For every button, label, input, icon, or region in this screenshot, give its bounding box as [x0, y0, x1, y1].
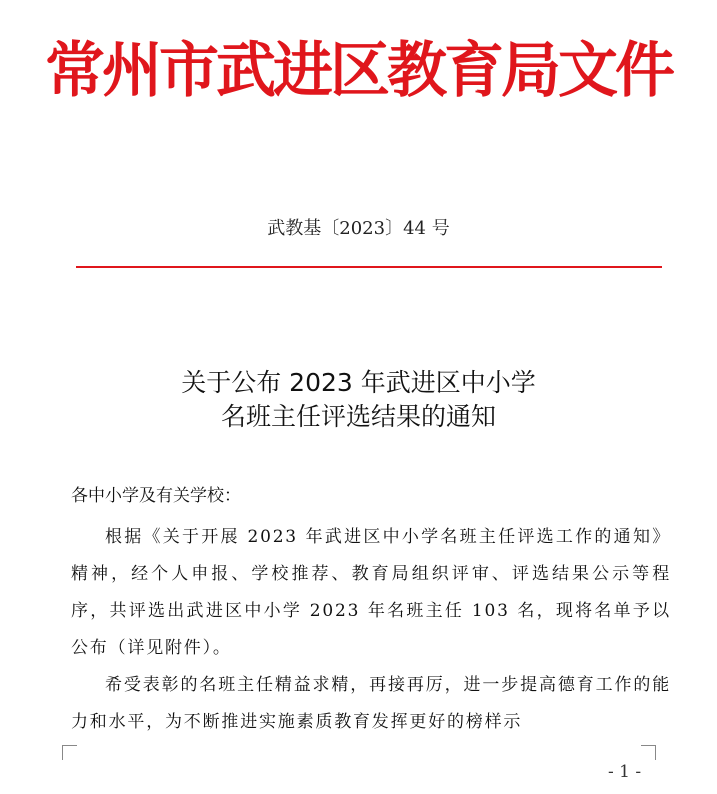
document-number: 武教基〔2023〕44 号 [267, 218, 450, 239]
salutation: 各中小学及有关学校： [71, 486, 241, 506]
notice-title-line-1: 关于公布 2023 年武进区中小学 [181, 368, 536, 397]
red-separator-rule [76, 266, 662, 268]
document-masthead: 常州市武进区教育局文件 [45, 36, 672, 106]
crop-mark-right [641, 745, 656, 760]
crop-mark-left [62, 745, 77, 760]
body-paragraph-1: 根据《关于开展 2023 年武进区中小学名班主任评选工作的通知》精神，经个人申报、学校推荐、教育局组织评审、评选结果公示等程序，共评选出武进区中小学 2023 年名班主任 103 名，现将名单予以公布（详见附件）。 [71, 527, 671, 658]
page-number: - 1 - [608, 762, 642, 782]
body-paragraph-2: 希受表彰的名班主任精益求精，再接再厉，进一步提高德育工作的能力和水平，为不断推进实施素质教育发挥更好的榜样示 [71, 675, 671, 732]
body-text [71, 519, 671, 741]
notice-title-line-2: 名班主任评选结果的通知 [220, 402, 496, 431]
